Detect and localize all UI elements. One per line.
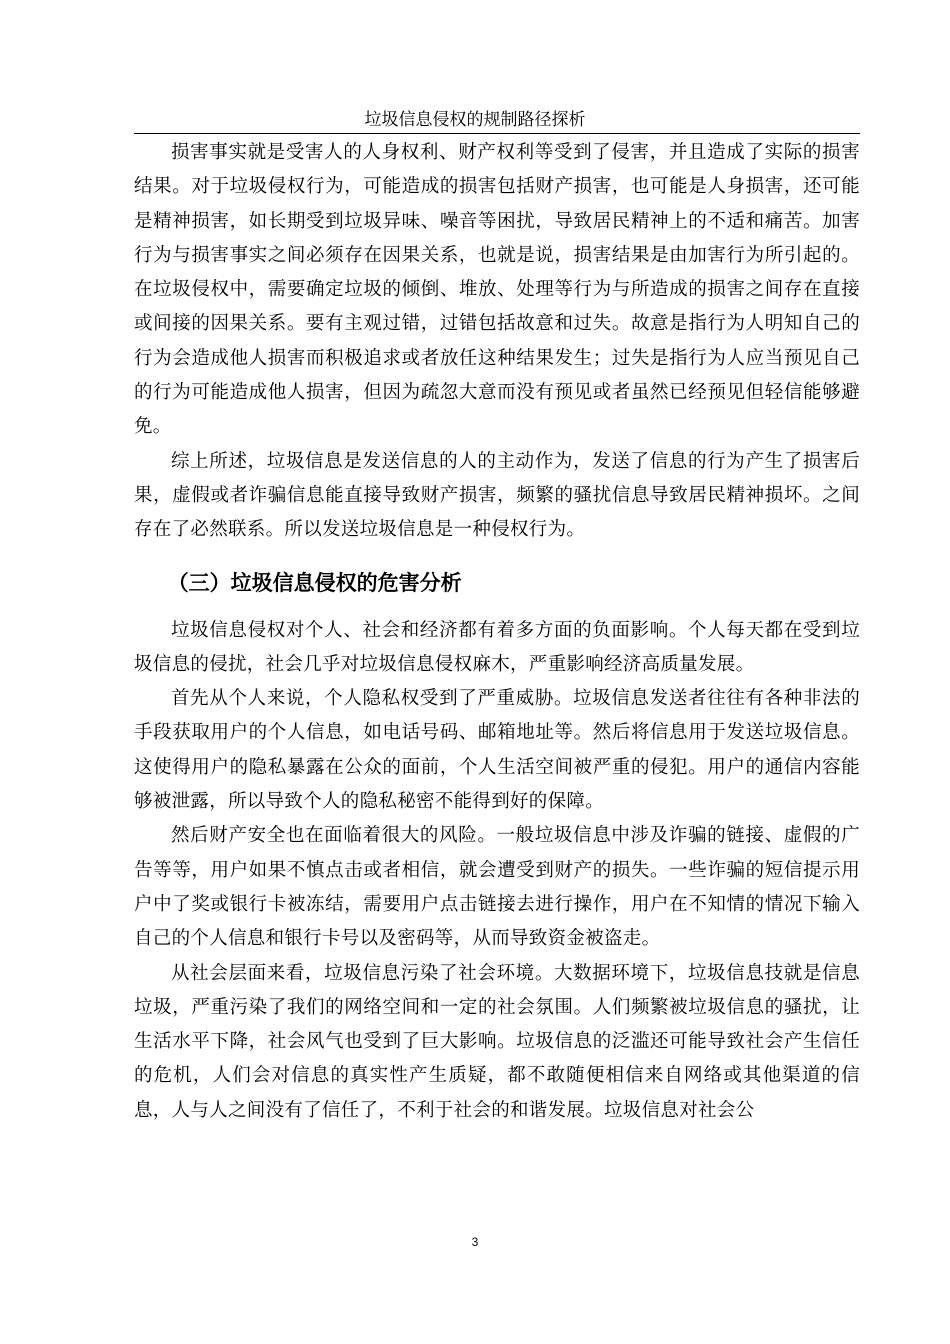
- paragraph: 然后财产安全也在面临着很大的风险。一般垃圾信息中涉及诈骗的链接、虚假的广告等等，用户如果不慎点击或者相信，就会遭受到财产的损失。一些诈骗的短信提示用户中了奖或银行卡被冻结，需要用户点击链接去进行操作，用户在不知情的情况下输入自己的个人信息和银行卡号以及密码等，从而导致资金被盗走。: [134, 825, 860, 950]
- page-body: [134, 136, 860, 1128]
- section-heading: （三）垃圾信息侵权的危害分析: [167, 570, 462, 595]
- page-number: 3: [471, 1235, 479, 1249]
- running-header: 垃圾信息侵权的规制路径探析: [364, 110, 586, 130]
- paragraph: 综上所述，垃圾信息是发送信息的人的主动作为，发送了信息的行为产生了损害后果，虚假或者诈骗信息能直接导致财产损害，频繁的骚扰信息导致居民精神损坏。之间存在了必然联系。所以发送垃圾信息是一种侵权行为。: [134, 450, 860, 541]
- paragraph: 首先从个人来说，个人隐私权受到了严重威胁。垃圾信息发送者往往有各种非法的手段获取用户的个人信息，如电话号码、邮箱地址等。然后将信息用于发送垃圾信息。这使得用户的隐私暴露在公众的面前，个人生活空间被严重的侵犯。用户的通信内容能够被泄露，所以导致个人的隐私秘密不能得到好的保障。: [134, 688, 860, 813]
- paragraph: 损害事实就是受害人的人身权利、财产权利等受到了侵害，并且造成了实际的损害结果。对于垃圾侵权行为，可能造成的损害包括财产损害，也可能是人身损害，还可能是精神损害，如长期受到垃圾异味、噪音等困扰，导致居民精神上的不适和痛苦。加害行为与损害事实之间必须存在因果关系，也就是说，损害结果是由加害行为所引起的。在垃圾侵权中，需要确定垃圾的倾倒、堆放、处理等行为与所造成的损害之间存在直接或间接的因果关系。要有主观过错，过错包括故意和过失。故意是指行为人明知自己的行为会造成他人损害而积极追求或者放任这种结果发生；过失是指行为人应当预见自己的行为可能造成他人损害，但因为疏忽大意而没有预见或者虽然已经预见但轻信能够避免。: [134, 142, 860, 438]
- paragraph: 从社会层面来看，垃圾信息污染了社会环境。大数据环境下，垃圾信息技就是信息垃圾，严重污染了我们的网络空间和一定的社会氛围。人们频繁被垃圾信息的骚扰，让生活水平下降，社会风气也受到了巨大影响。垃圾信息的泛滥还可能导致社会产生信任的危机，人们会对信息的真实性产生质疑，都不敢随便相信来自网络或其他渠道的信息，人与人之间没有了信任了，不利于社会的和谐发展。垃圾信息对社会公: [134, 962, 860, 1121]
- paragraph: 垃圾信息侵权对个人、社会和经济都有着多方面的负面影响。个人每天都在受到垃圾信息的侵扰，社会几乎对垃圾信息侵权麻木，严重影响经济高质量发展。: [134, 619, 860, 675]
- header-rule: [134, 133, 860, 134]
